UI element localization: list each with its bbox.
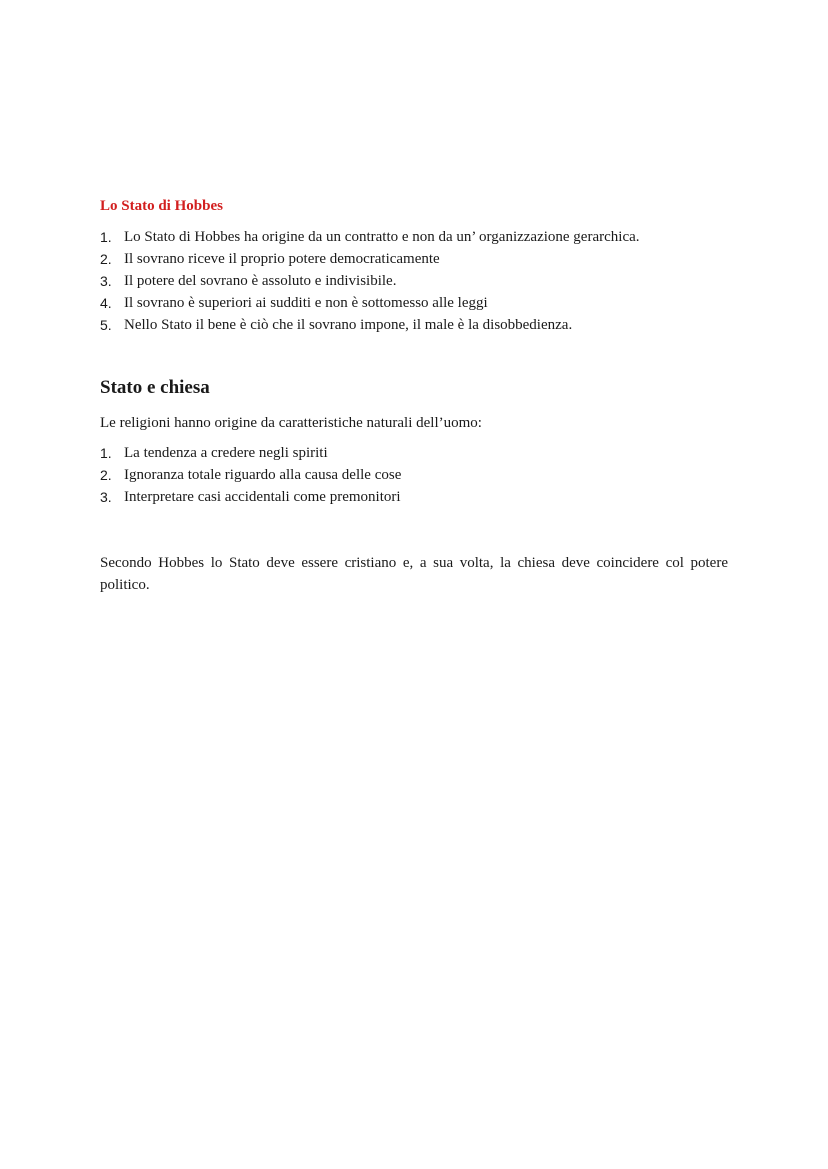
list-item [100,314,728,336]
list-item [100,226,728,248]
list-item [100,464,728,486]
list-item-number: 5. [100,317,112,333]
list-item-number: 3. [100,489,112,505]
list-item-text: Interpretare casi accidentali come premonitori [124,489,401,505]
hobbes-state-list [100,226,728,336]
list-item-number: 1. [100,229,112,245]
section-heading-stato-chiesa: Stato e chiesa [100,377,210,398]
list-item-number: 4. [100,295,112,311]
list-item-number: 2. [100,467,112,483]
list-item [100,442,728,464]
section-title-hobbes: Lo Stato di Hobbes [100,198,223,214]
list-item [100,248,728,270]
list-item [100,292,728,314]
religion-origins-list [100,442,728,508]
list-item-text: Il potere del sovrano è assoluto e indivisibile. [124,273,397,289]
list-item-text: Il sovrano è superiori ai sudditi e non è sottomesso alle leggi [124,295,488,311]
list-item-number: 2. [100,251,112,267]
religion-intro-paragraph: Le religioni hanno origine da caratteristiche naturali dell’uomo: [100,415,482,431]
list-item [100,486,728,508]
conclusion-paragraph: Secondo Hobbes lo Stato deve essere cristiano e, a sua volta, la chiesa deve coincidere col potere politico. [100,555,728,593]
list-item-text: Il sovrano riceve il proprio potere democraticamente [124,251,440,267]
list-item-number: 1. [100,445,112,461]
list-item-text: La tendenza a credere negli spiriti [124,445,328,461]
page-content [100,196,728,596]
list-item [100,270,728,292]
list-item-text: Ignoranza totale riguardo alla causa delle cose [124,467,402,483]
list-item-text: Lo Stato di Hobbes ha origine da un contratto e non da un’ organizzazione gerarchica. [124,229,640,245]
list-item-number: 3. [100,273,112,289]
list-item-text: Nello Stato il bene è ciò che il sovrano impone, il male è la disobbedienza. [124,317,573,333]
